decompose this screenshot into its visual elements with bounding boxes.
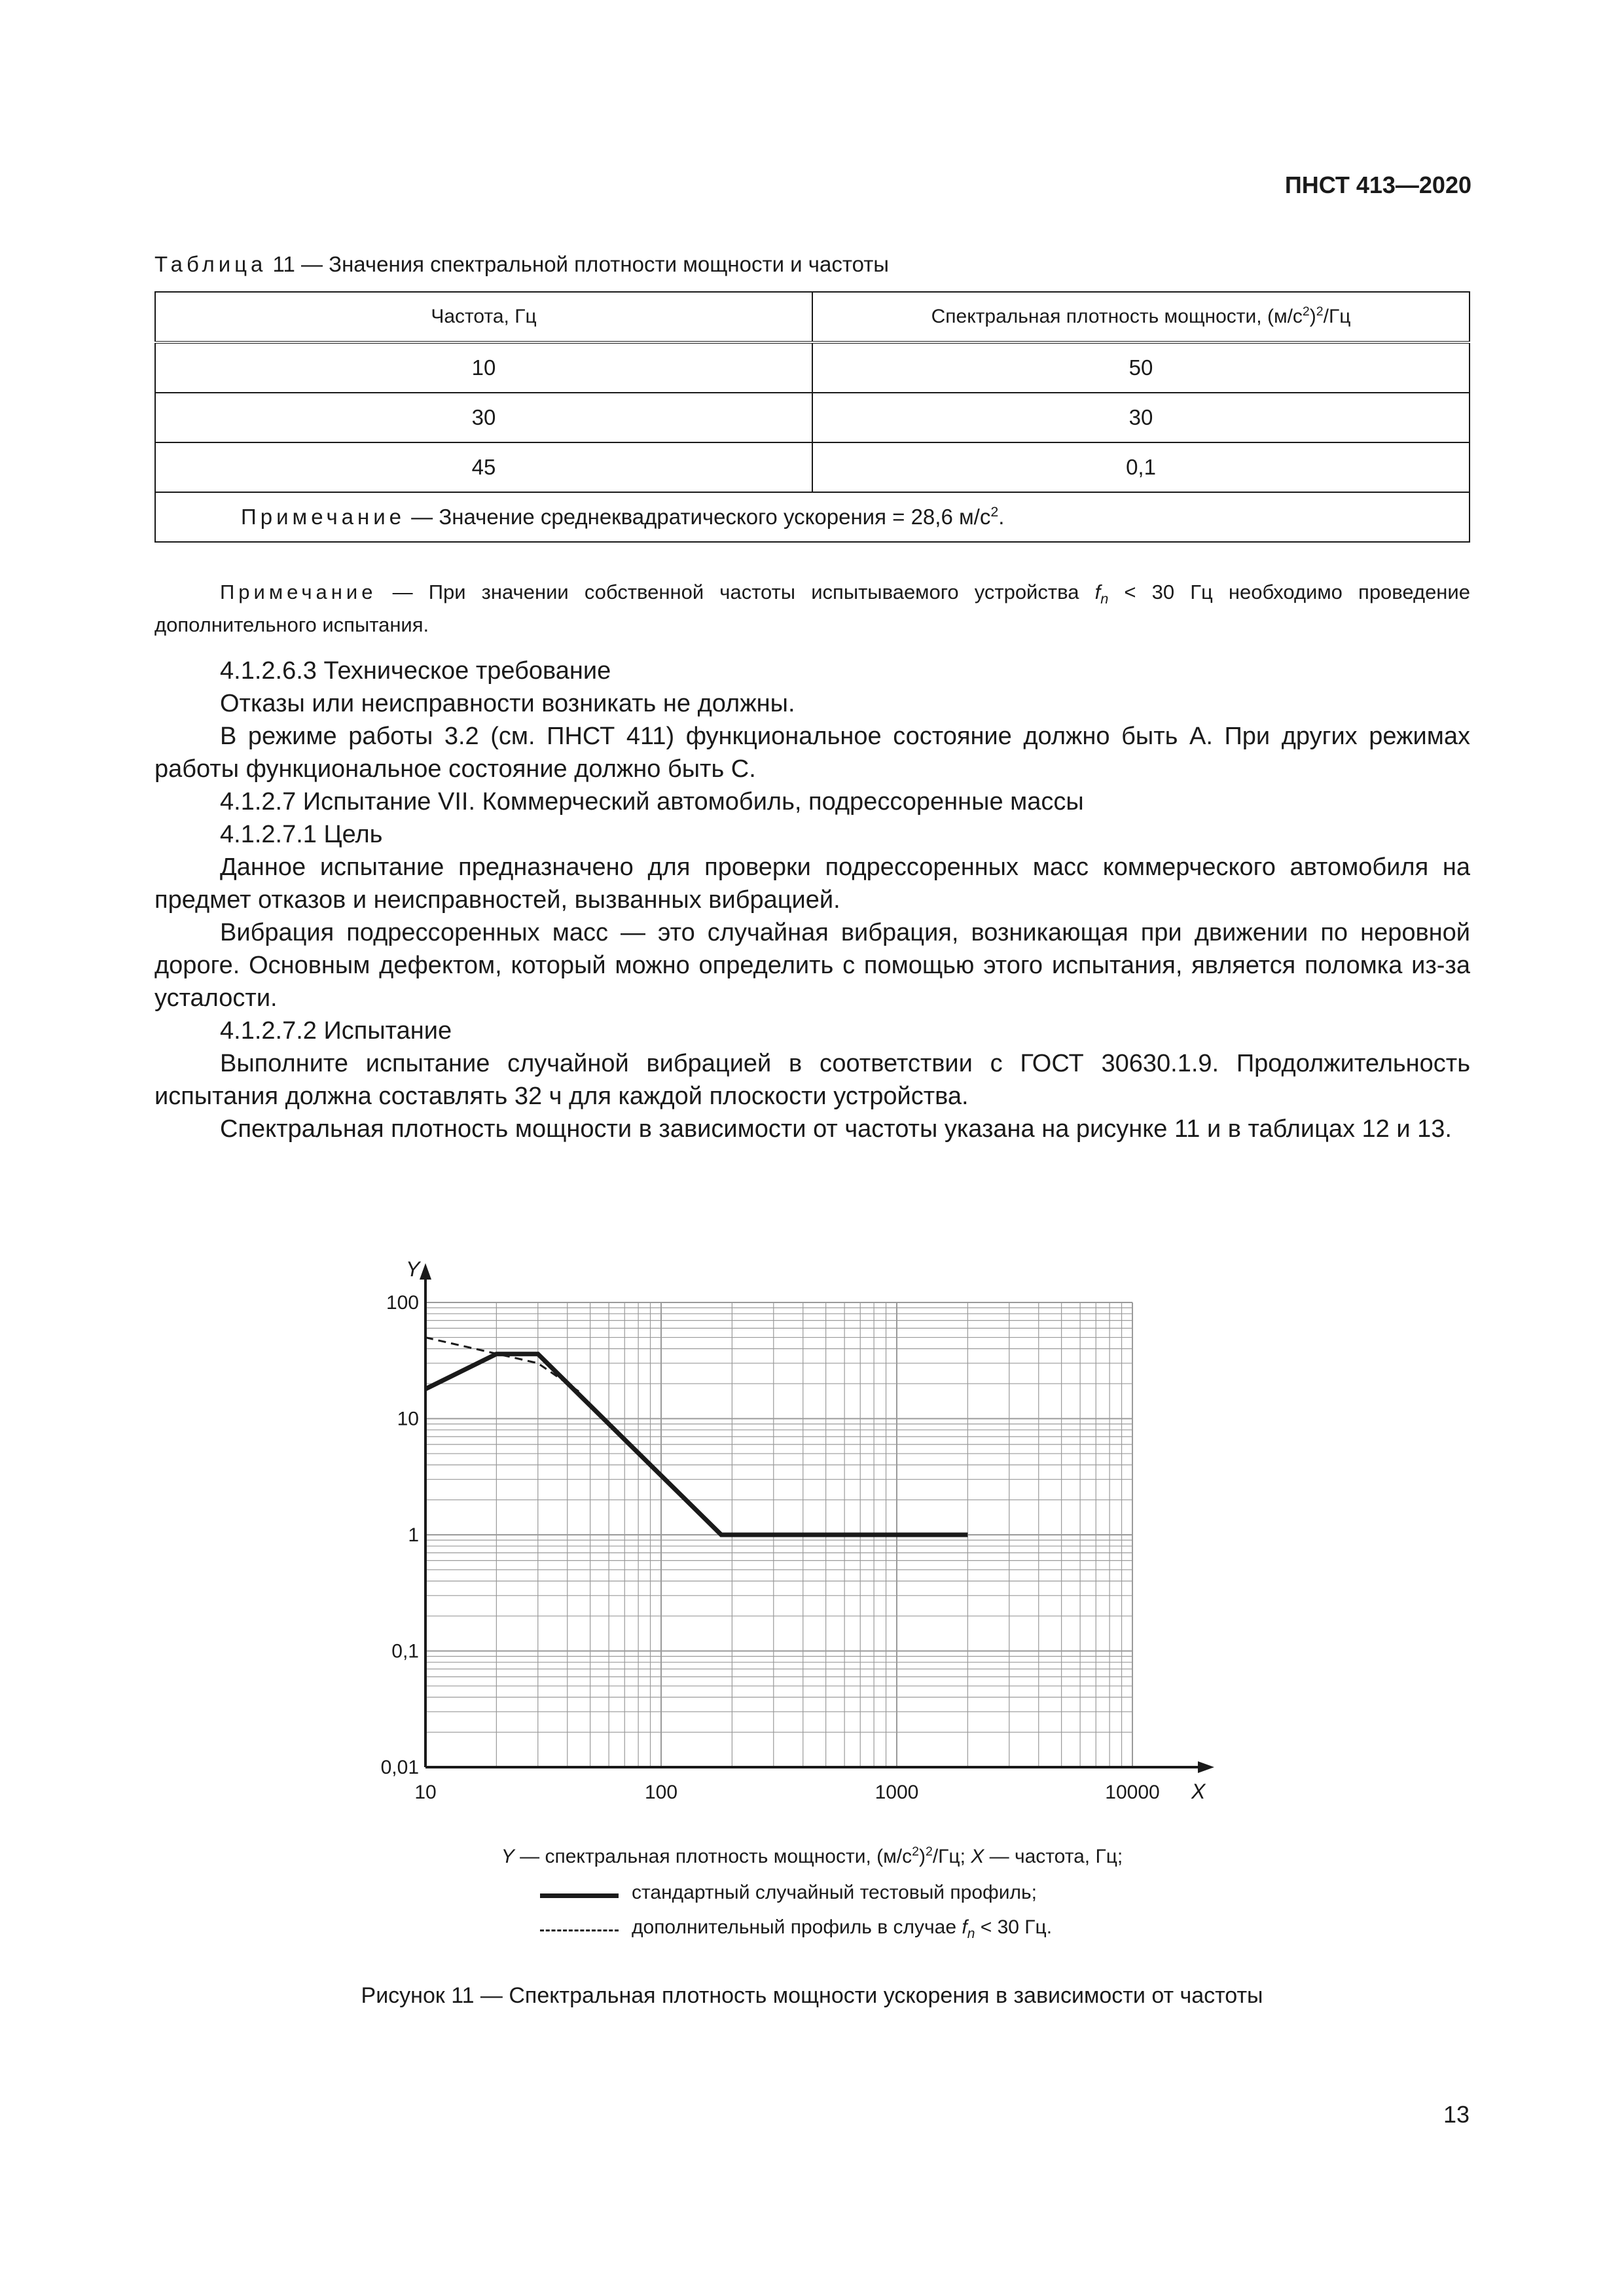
y-tick-label: 100	[386, 1292, 419, 1314]
psd-table	[154, 291, 1470, 543]
paragraph: Выполните испытание случайной вибрацией в соответствии с ГОСТ 30630.1.9. Продолжительность испытания должна составлять 32 ч для каждой плоскости устройства.	[154, 1050, 1470, 1110]
x-tick-label: 1000	[875, 1782, 919, 1803]
document-code: ПНСТ 413—2020	[1284, 171, 1471, 198]
col-header-frequency: Частота, Гц	[155, 292, 812, 342]
paragraph: 4.1.2.7 Испытание VII. Коммерческий автомобиль, подрессоренные массы	[220, 788, 1084, 816]
cell-frequency: 10	[155, 342, 812, 393]
y-tick-label: 1	[408, 1524, 419, 1546]
legend-solid-swatch	[540, 1893, 619, 1898]
col-header-psd-mid: )	[1309, 306, 1316, 327]
body-text	[154, 655, 1470, 1145]
table-row	[155, 393, 1470, 442]
table-caption-prefix: Таблица	[154, 252, 267, 276]
legend-dashed-label	[632, 1916, 1052, 1939]
x-axis-label: X	[1191, 1780, 1206, 1803]
legend-x-letter: X	[971, 1846, 984, 1867]
table-note-row	[155, 492, 1470, 542]
paragraph: 4.1.2.6.3 Техническое требование	[220, 657, 611, 685]
legend-y-end: /Гц;	[932, 1846, 971, 1867]
cell-psd: 30	[812, 393, 1470, 442]
legend-dashed-label-b: < 30 Гц.	[975, 1916, 1053, 1938]
legend-dashed-swatch	[540, 1929, 619, 1931]
legend-y-letter: Y	[501, 1846, 514, 1867]
y-tick-label: 0,1	[391, 1640, 419, 1662]
table-note-end: .	[998, 505, 1005, 529]
table-note-prefix: Примечание	[241, 505, 406, 529]
y-axis-label: Y	[406, 1257, 420, 1281]
figure-caption: Рисунок 11 — Спектральная плотность мощности ускорения в зависимости от частоты	[361, 1983, 1263, 2008]
paragraph: Спектральная плотность мощности в зависимости от частоты указана на рисунке 11 и в таблицах 12 и 13.	[220, 1115, 1452, 1143]
paragraph: 4.1.2.7.2 Испытание	[220, 1017, 452, 1045]
y-tick-label: 0,01	[380, 1757, 419, 1778]
table-row	[155, 442, 1470, 492]
legend-axes-line	[0, 1846, 1624, 1868]
chart-axes	[420, 1263, 1214, 1773]
psd-chart	[367, 1244, 1237, 1826]
legend-solid-label: стандартный случайный тестовый профиль;	[632, 1882, 1037, 1903]
legend-dashed-n: n	[967, 1926, 975, 1941]
cell-psd: 50	[812, 342, 1470, 393]
x-axis-arrow	[1198, 1761, 1214, 1773]
x-tick-label: 10000	[1105, 1782, 1160, 1803]
x-tick-label: 100	[644, 1782, 678, 1803]
col-header-psd-sup1: 2	[1302, 304, 1310, 319]
col-header-psd-main: Спектральная плотность мощности, (м/с	[931, 306, 1303, 327]
page-number: 13	[1443, 2101, 1470, 2128]
col-header-psd-end: /Гц	[1323, 306, 1351, 327]
legend-sup1: 2	[912, 1844, 919, 1859]
table-note-sup: 2	[990, 504, 999, 520]
table-caption	[154, 252, 889, 277]
paragraph: Данное испытание предназначено для проверки подрессоренных масс коммерческого автомобиля на предмет отказов и неисправностей, вызванных вибрацией.	[154, 853, 1470, 914]
x-tick-label: 10	[414, 1782, 437, 1803]
paragraph: Отказы или неисправности возникать не должны.	[220, 690, 795, 717]
table-caption-text: 11 — Значения спектральной плотности мощности и частоты	[266, 252, 890, 276]
chart-labels	[381, 1257, 1206, 1803]
table-note	[155, 492, 1470, 542]
note-paragraph	[154, 576, 1470, 641]
note-prefix: Примечание	[220, 581, 377, 603]
legend-dashed-f: f	[962, 1916, 967, 1938]
note-text-b: < 30 Гц необходимо проведение дополнительного испытания.	[154, 581, 1470, 636]
legend-y-text: — спектральная плотность мощности, (м/с	[514, 1846, 912, 1867]
y-tick-label: 10	[397, 1408, 419, 1430]
paragraph: 4.1.2.7.1 Цель	[220, 821, 383, 848]
cell-psd: 0,1	[812, 442, 1470, 492]
note-f: f	[1094, 581, 1101, 603]
legend-mid: )	[918, 1846, 926, 1867]
note-text-a: — При значении собственной частоты испытываемого устройства	[376, 581, 1095, 603]
col-header-psd	[812, 292, 1470, 342]
chart-svg	[367, 1244, 1237, 1826]
col-header-psd-sup2: 2	[1316, 304, 1324, 319]
paragraph: Вибрация подрессоренных масс — это случайная вибрация, возникающая при движении по неровной дороге. Основным дефектом, который можно определить с помощью этого испытания, является поломка из-за усталости.	[154, 919, 1470, 1012]
legend-sup2: 2	[925, 1844, 933, 1859]
cell-frequency: 30	[155, 393, 812, 442]
table-header-row	[155, 292, 1470, 342]
table-note-text: — Значение среднеквадратического ускорения = 28,6 м/с	[405, 505, 991, 529]
cell-frequency: 45	[155, 442, 812, 492]
table-row	[155, 342, 1470, 393]
paragraph: В режиме работы 3.2 (см. ПНСТ 411) функциональное состояние должно быть А. При других режимах работы функциональное состояние должно быть С.	[154, 723, 1470, 783]
y-axis-arrow	[420, 1263, 431, 1280]
note-n: n	[1100, 590, 1109, 607]
legend-dashed-label-a: дополнительный профиль в случае	[632, 1916, 962, 1938]
legend-x-text: — частота, Гц;	[984, 1846, 1123, 1867]
